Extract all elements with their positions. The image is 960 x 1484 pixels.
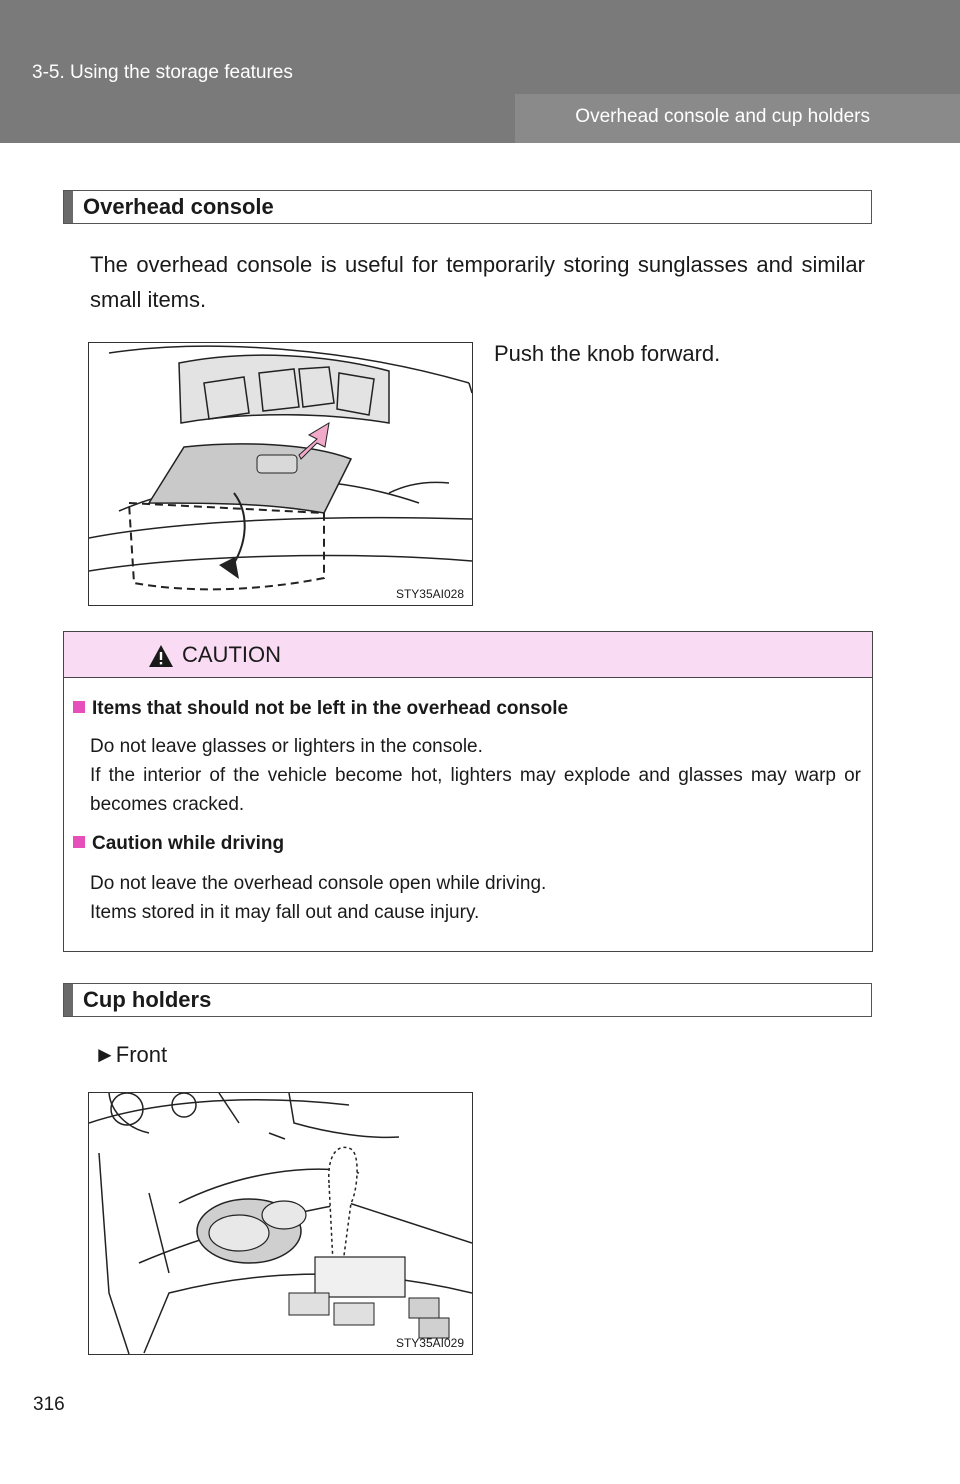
caution-item-heading (73, 698, 568, 720)
caution-item-heading (73, 833, 284, 855)
caution-line: If the interior of the vehicle become hot, lighters may explode and glasses may warp or becomes cracked. (90, 765, 861, 815)
heading-text: Cup holders (83, 987, 212, 1012)
overhead-console-illustration (89, 343, 472, 605)
heading-bar (64, 191, 73, 223)
section-title: 3-5. Using the storage features (32, 62, 293, 83)
overhead-console-heading (63, 190, 872, 224)
caution-item-heading-text: Caution while driving (92, 833, 285, 854)
heading-bar (64, 984, 73, 1016)
caution-title: CAUTION (182, 642, 281, 667)
figure-code: STY35AI028 (395, 587, 464, 601)
figure-code: STY35AI029 (395, 1336, 464, 1350)
square-bullet-icon (73, 701, 85, 713)
page-number: 316 (33, 1394, 65, 1415)
caution-line: Do not leave glasses or lighters in the console. (90, 736, 483, 757)
caution-item-body (90, 869, 861, 927)
caution-item-body (90, 732, 861, 819)
warning-icon (148, 644, 174, 668)
square-bullet-icon (73, 836, 85, 848)
overhead-console-figure (88, 342, 473, 606)
caution-header (64, 632, 872, 678)
cup-holders-illustration (89, 1093, 472, 1354)
overhead-instruction: Push the knob forward. (494, 341, 721, 366)
overhead-intro: The overhead console is useful for temporarily storing sunglasses and similar small items. (90, 252, 865, 312)
caution-line: Do not leave the overhead console open while driving. (90, 873, 547, 894)
chapter-title: Overhead console and cup holders (575, 106, 870, 127)
heading-text: Overhead console (83, 194, 274, 219)
caution-line: Items stored in it may fall out and cause injury. (90, 902, 480, 923)
caution-item-heading-text: Items that should not be left in the overhead console (92, 698, 569, 719)
front-label: ►Front (94, 1042, 168, 1067)
cup-holders-figure (88, 1092, 473, 1355)
page-header (0, 0, 960, 143)
caution-box (63, 631, 873, 952)
cup-holders-heading (63, 983, 872, 1017)
